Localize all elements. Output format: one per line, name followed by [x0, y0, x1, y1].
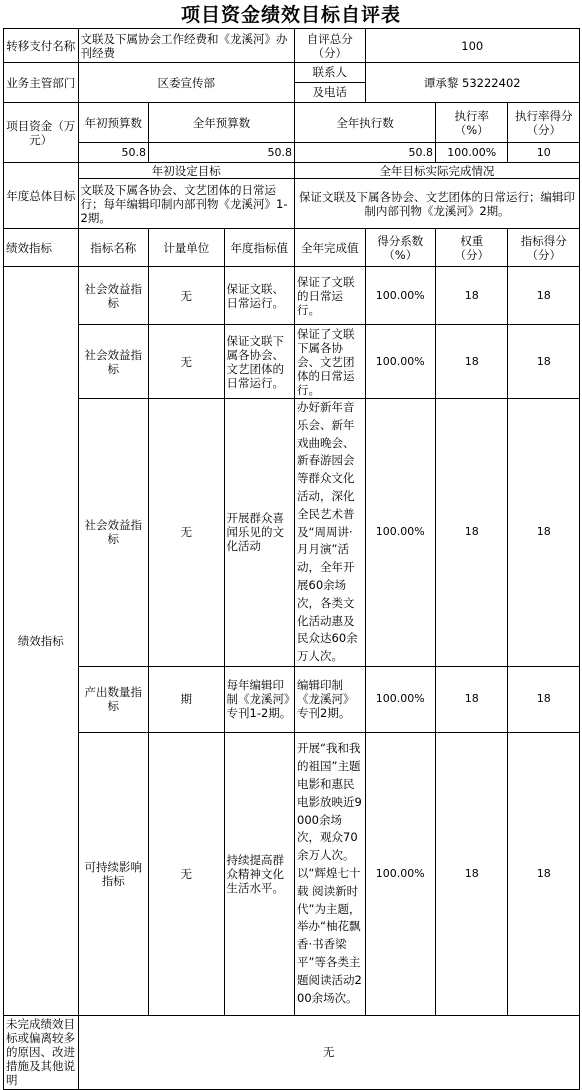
indicator-row	[4, 666, 580, 732]
self-score-label: 自评总分（分）	[295, 29, 365, 63]
col-weight-line-1: 权重	[460, 233, 484, 248]
indicator-coefficient: 100.00%	[365, 666, 435, 732]
col-annual-value: 年度指标值	[224, 229, 295, 267]
col-rate-score-line-1: 执行率得分	[514, 108, 573, 123]
indicator-target: 保证文联、日常运行。	[224, 267, 295, 325]
indicator-score: 18	[508, 325, 580, 399]
initial-target-header: 年初设定目标	[78, 163, 295, 179]
indicator-unit: 无	[148, 267, 224, 325]
exec-rate-value: 100.00%	[435, 143, 507, 163]
indicator-target: 持续提高群众精神文化生活水平。	[224, 732, 295, 1015]
contact-label-line-2: 及电话	[312, 85, 347, 99]
funds-header-row	[4, 103, 580, 143]
col-indicator-name: 指标名称	[78, 229, 148, 267]
actual-completion-text: 保证文联及下属各协会、文艺团体的日常运行；编辑印制内部刊物《龙溪河》2期。	[295, 179, 580, 229]
indicator-weight: 18	[435, 399, 507, 667]
indicator-completion: 开展“我和我的祖国”主题电影和惠民电影放映近9000余场次，观众70余万人次。以“辉煌七十载 阅读新时代”为主题，举办“柚花飘香·书香梁平”等各类主题阅读活动200余场次。	[295, 732, 365, 1015]
col-coefficient-line-1: 得分系数	[377, 233, 424, 248]
indicator-row	[4, 399, 580, 667]
initial-budget-value: 50.8	[78, 143, 148, 163]
indicator-completion: 编辑印制《龙溪河》专刊2期。	[295, 666, 365, 732]
dept-label: 业务主管部门	[4, 63, 79, 103]
indicator-score: 18	[508, 732, 580, 1015]
contact-label-line-1: 联系人	[295, 63, 364, 83]
col-weight	[435, 229, 507, 267]
indicator-name: 社会效益指标	[78, 267, 148, 325]
indicator-score: 18	[508, 666, 580, 732]
indicator-unit: 期	[148, 666, 224, 732]
contact-value: 谭承黎 53222402	[365, 63, 580, 103]
perf-header-row	[4, 229, 580, 267]
overall-text-row	[4, 179, 580, 229]
initial-target-text: 文联及下属各协会、文艺团体的日常运行；每年编辑印制内部刊物《龙溪河》1-2期。	[78, 179, 295, 229]
indicator-completion: 保证了文联下属各协会、文艺团体的日常运行。	[295, 325, 365, 399]
indicator-unit: 无	[148, 732, 224, 1015]
col-exec-rate	[435, 103, 507, 143]
funds-value-row	[4, 143, 580, 163]
col-coefficient	[365, 229, 435, 267]
funds-label: 项目资金（万元）	[4, 103, 79, 163]
indicator-coefficient: 100.00%	[365, 325, 435, 399]
col-initial-budget: 年初预算数	[78, 103, 148, 143]
transfer-label: 转移支付名称	[4, 29, 79, 63]
indicator-weight: 18	[435, 267, 507, 325]
indicator-target: 保证文联下属各协会、文艺团体的日常运行。	[224, 325, 295, 399]
indicator-target: 开展群众喜闻乐见的文化活动	[224, 399, 295, 667]
indicator-weight: 18	[435, 325, 507, 399]
col-coefficient-line-2: （%）	[383, 247, 418, 262]
indicator-target: 每年编辑印制《龙溪河》专刊1-2期。	[224, 666, 295, 732]
col-executed: 全年执行数	[295, 103, 436, 143]
indicator-weight: 18	[435, 666, 507, 732]
col-score	[508, 229, 580, 267]
dept-value: 区委宣传部	[78, 63, 295, 103]
indicator-name: 产出数量指标	[78, 666, 148, 732]
contact-label	[295, 63, 365, 103]
footer-row	[4, 1015, 580, 1089]
indicator-unit: 无	[148, 325, 224, 399]
executed-value: 50.8	[295, 143, 436, 163]
col-score-line-1: 指标得分	[520, 233, 567, 248]
indicator-completion: 办好新年音乐会、新年戏曲晚会、新春游园会等群众文化活动，深化全民艺术普及“周周讲·月月演”活动，全年开展60余场次，各类文化活动惠及民众达60余万人次。	[295, 399, 365, 667]
footer-label: 未完成绩效目标或偏离较多的原因、改进措施及其他说明	[4, 1015, 79, 1089]
col-exec-rate-line-2: （%）	[454, 122, 489, 137]
full-year-budget-value: 50.8	[148, 143, 294, 163]
perf-group-label: 绩效指标	[4, 267, 79, 1016]
page-title: 项目资金绩效目标自评表	[180, 4, 401, 26]
col-score-line-2: （分）	[526, 247, 561, 262]
overall-label: 年度总体目标	[4, 163, 79, 229]
col-rate-score	[508, 103, 580, 143]
indicator-score: 18	[508, 399, 580, 667]
col-full-year-budget: 全年预算数	[148, 103, 294, 143]
overall-header-row	[4, 163, 580, 179]
perf-label: 绩效指标	[4, 229, 79, 267]
indicator-unit: 无	[148, 399, 224, 667]
indicator-row	[4, 732, 580, 1015]
evaluation-table	[3, 28, 580, 1090]
col-weight-line-2: （分）	[454, 247, 489, 262]
indicator-completion: 保证了文联的日常运行。	[295, 267, 365, 325]
indicator-row	[4, 325, 580, 399]
dept-row	[4, 63, 580, 103]
transfer-row	[4, 29, 580, 63]
transfer-value: 文联及下属协会工作经费和《龙溪河》办刊经费	[78, 29, 295, 63]
indicator-score: 18	[508, 267, 580, 325]
indicator-weight: 18	[435, 732, 507, 1015]
indicator-name: 社会效益指标	[78, 325, 148, 399]
col-rate-score-line-2: （分）	[526, 122, 561, 137]
actual-completion-header: 全年目标实际完成情况	[295, 163, 580, 179]
indicator-name: 社会效益指标	[78, 399, 148, 667]
indicator-row	[4, 267, 580, 325]
footer-value: 无	[78, 1015, 580, 1089]
indicator-coefficient: 100.00%	[365, 267, 435, 325]
indicator-coefficient: 100.00%	[365, 732, 435, 1015]
col-exec-rate-line-1: 执行率	[454, 108, 489, 123]
self-score-value: 100	[365, 29, 580, 63]
col-unit: 计量单位	[148, 229, 224, 267]
rate-score-value: 10	[508, 143, 580, 163]
col-completion: 全年完成值	[295, 229, 365, 267]
indicator-name: 可持续影响指标	[78, 732, 148, 1015]
indicator-coefficient: 100.00%	[365, 399, 435, 667]
